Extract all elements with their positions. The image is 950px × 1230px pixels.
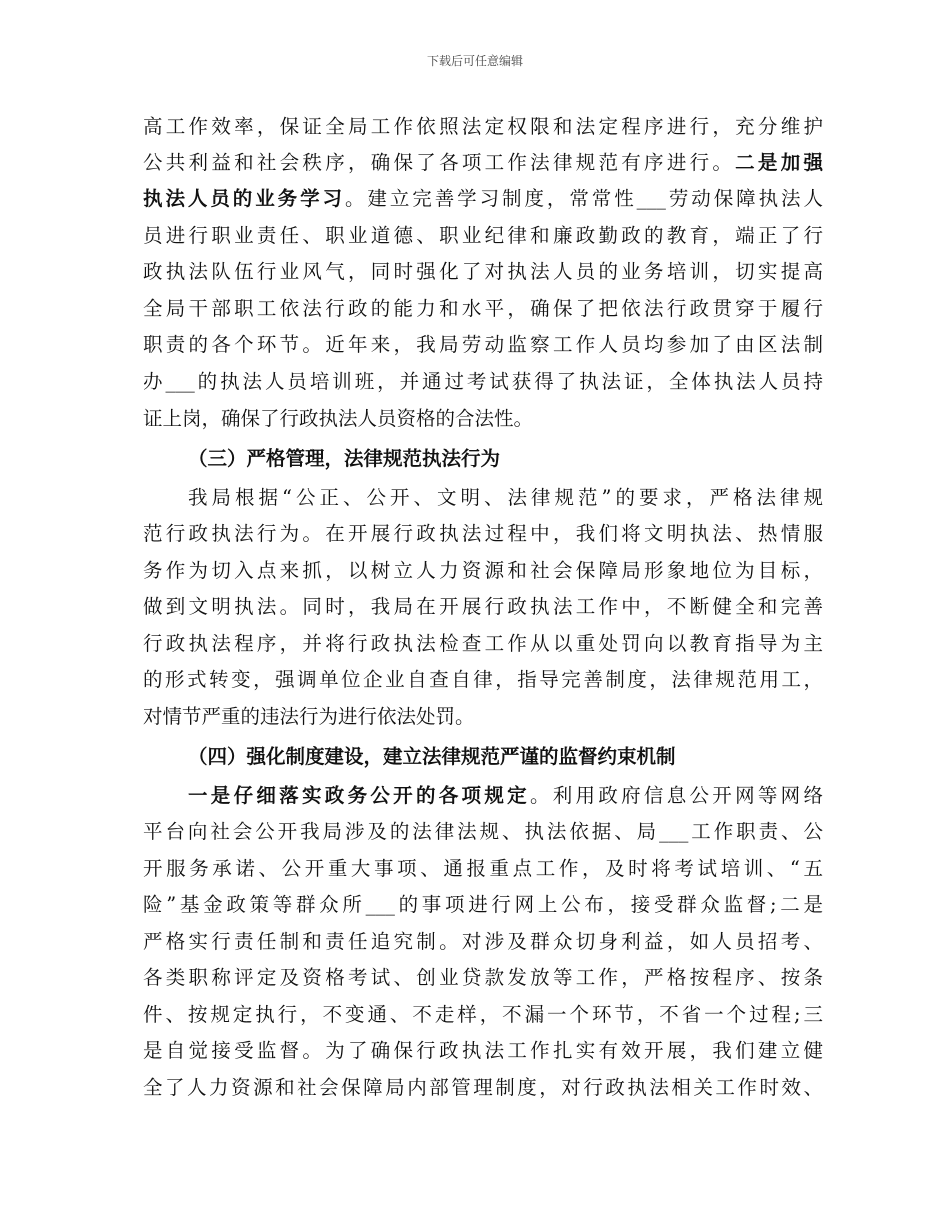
paragraph-line: 范行政执法行为。在开展行政执法过程中，我们将文明执法、热情服	[143, 522, 823, 545]
paragraph-line: 执法人员的业务学习。建立完善学习制度，常常性___劳动保障执法人	[143, 187, 823, 210]
paragraph-line: 办___的执法人员培训班，并通过考试获得了执法证，全体执法人员持	[143, 370, 823, 393]
paragraph-line: 对情节严重的违法行为进行依法处罚。	[143, 705, 475, 728]
paragraph-line: 我局根据“公正、公开、文明、法律规范”的要求，严格法律规	[188, 486, 823, 509]
paragraph-line: 员进行职业责任、职业道德、职业纪律和廉政勤政的教育，端正了行	[143, 224, 823, 247]
paragraph-line: 险”基金政策等群众所___的事项进行网上公布，接受群众监督;二是	[143, 893, 823, 916]
paragraph-line: 政执法队伍行业风气，同时强化了对执法人员的业务培训，切实提高	[143, 260, 823, 283]
paragraph-line: 一是仔细落实政务公开的各项规定。利用政府信息公开网等网络	[188, 784, 823, 807]
paragraph-line: 公共利益和社会秩序，确保了各项工作法律规范有序进行。二是加强	[143, 151, 823, 174]
paragraph-line: 各类职称评定及资格考试、创业贷款发放等工作，严格按程序、按条	[143, 966, 823, 989]
paragraph-line: 做到文明执法。同时，我局在开展行政执法工作中，不断健全和完善	[143, 595, 823, 618]
section-heading-4: （四）强化制度建设，建立法律规范严谨的监督约束机制	[188, 745, 676, 768]
paragraph-line: 件、按规定执行，不变通、不走样，不漏一个环节，不省一个过程;三	[143, 1003, 823, 1026]
paragraph-line: 是自觉接受监督。为了确保行政执法工作扎实有效开展，我们建立健	[143, 1039, 823, 1062]
paragraph-line: 行政执法程序，并将行政执法检查工作从以重处罚向以教育指导为主	[143, 632, 823, 655]
page-header: 下载后可任意编辑	[426, 54, 523, 68]
paragraph-line: 的形式转变，强调单位企业自查自律，指导完善制度，法律规范用工，	[143, 668, 823, 691]
paragraph-line: 证上岗，确保了行政执法人员资格的合法性。	[143, 407, 534, 430]
paragraph-line: 高工作效率，保证全局工作依照法定权限和法定程序进行，充分维护	[143, 115, 823, 138]
paragraph-line: 开服务承诺、公开重大事项、通报重点工作，及时将考试培训、“五	[143, 857, 823, 880]
paragraph-line: 平台向社会公开我局涉及的法律法规、执法依据、局___工作职责、公	[143, 820, 823, 843]
paragraph-line: 严格实行责任制和责任追究制。对涉及群众切身利益，如人员招考、	[143, 930, 823, 953]
paragraph-line: 全局干部职工依法行政的能力和水平，确保了把依法行政贯穿于履行	[143, 297, 823, 320]
paragraph-line: 全了人力资源和社会保障局内部管理制度，对行政执法相关工作时效、	[143, 1076, 823, 1099]
paragraph-line: 务作为切入点来抓，以树立人力资源和社会保障局形象地位为目标，	[143, 559, 823, 582]
section-heading-3: （三）严格管理，法律规范执法行为	[188, 447, 501, 470]
paragraph-line: 职责的各个环节。近年来，我局劳动监察工作人员均参加了由区法制	[143, 333, 823, 356]
